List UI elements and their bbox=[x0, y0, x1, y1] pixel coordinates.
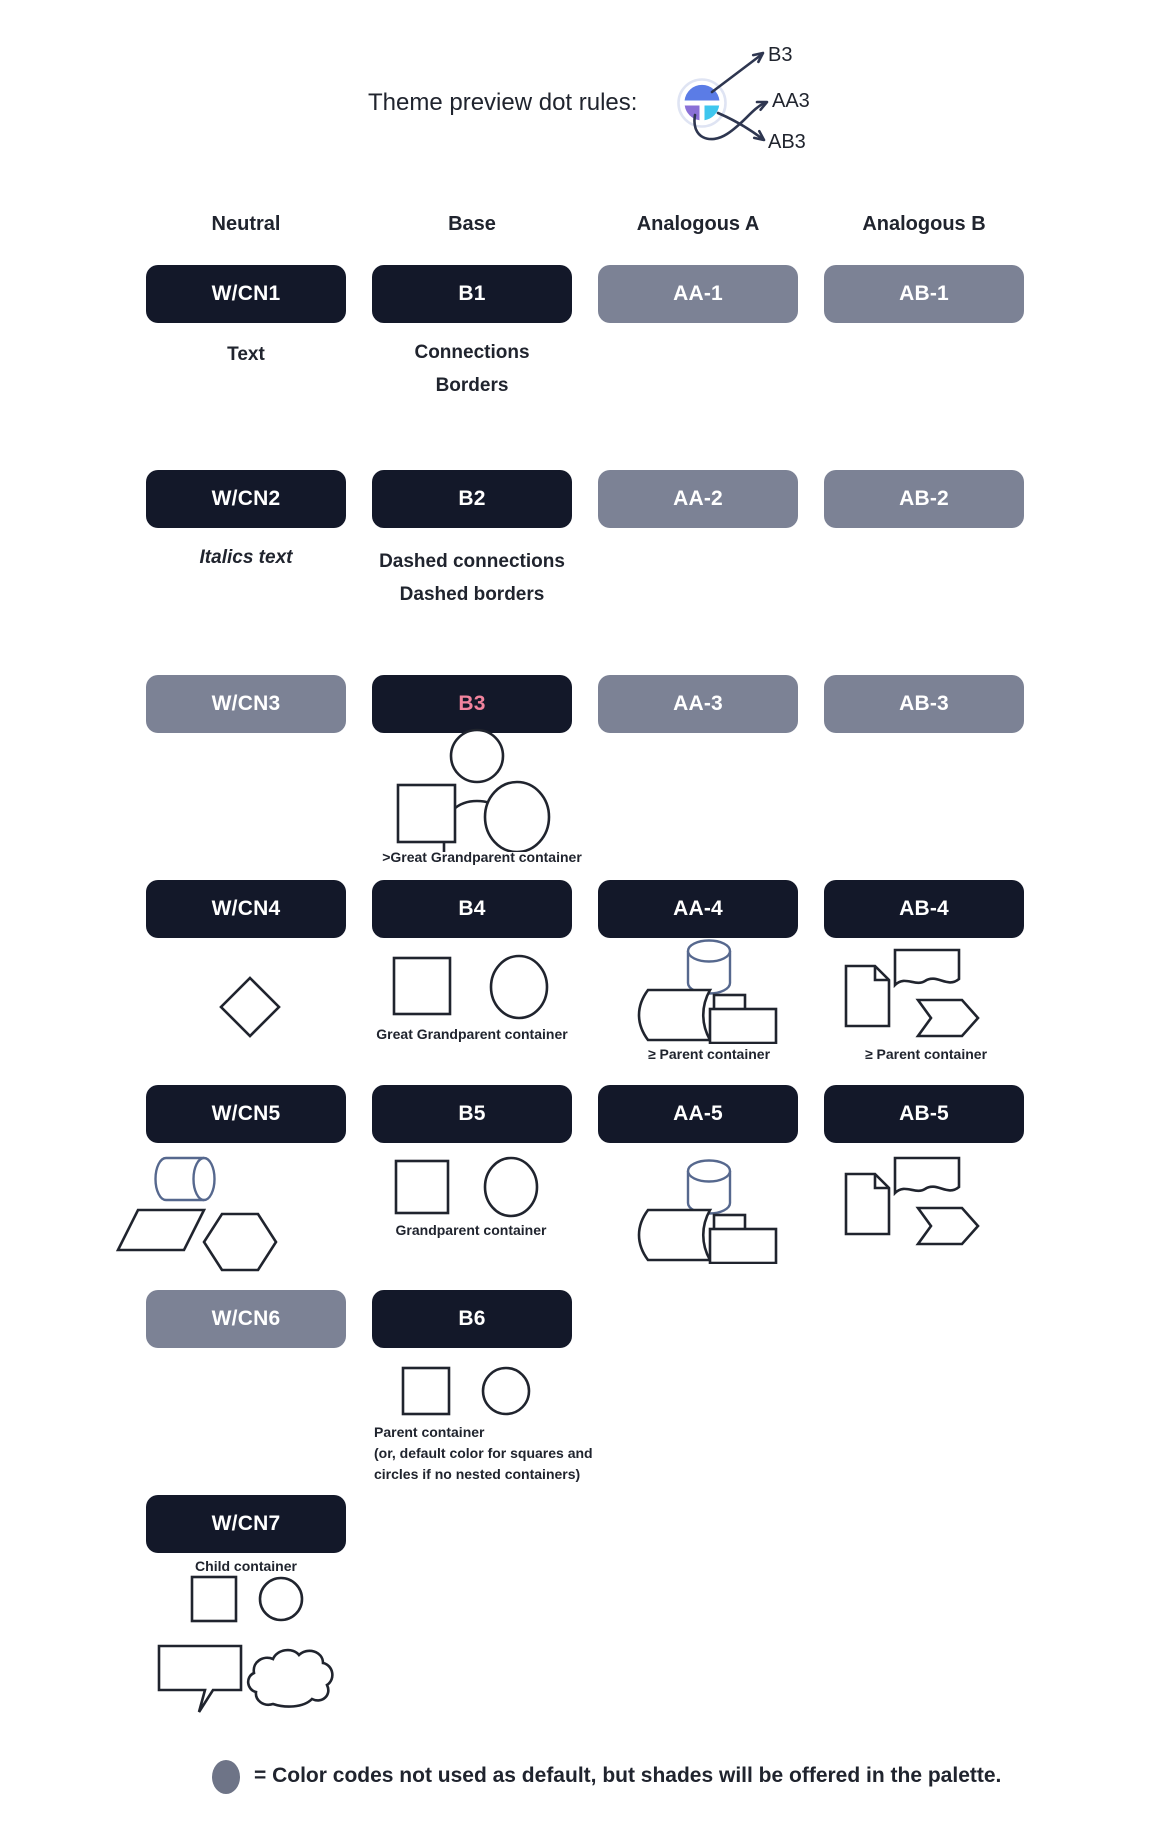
square-icon bbox=[403, 1368, 449, 1414]
swatch-wcn7 bbox=[146, 1495, 346, 1553]
swatch-label: W/CN1 bbox=[211, 282, 281, 305]
swatch-label: B5 bbox=[458, 1102, 486, 1125]
b4-illustration bbox=[388, 952, 560, 1022]
stored-data-icon bbox=[639, 1210, 710, 1260]
swatch-aa4 bbox=[598, 880, 798, 938]
swatch-wcn5 bbox=[146, 1085, 346, 1143]
square-icon bbox=[396, 1161, 448, 1213]
swatch-label: W/CN3 bbox=[211, 692, 281, 715]
note-b1-line1: Connections bbox=[414, 342, 530, 363]
swatch-label: AB-2 bbox=[899, 487, 949, 510]
caption-b5: Grandparent container bbox=[395, 1222, 547, 1238]
swatch-wcn2 bbox=[146, 470, 346, 528]
cylinder-top-icon bbox=[688, 1161, 730, 1182]
dot-label-aa3: AA3 bbox=[772, 90, 810, 112]
speech-bubble-icon bbox=[159, 1646, 241, 1712]
wcn7-illustration-bottom bbox=[155, 1640, 350, 1718]
swatch-wcn6 bbox=[146, 1290, 346, 1348]
chevron-icon bbox=[918, 1000, 978, 1036]
note-wcn1: Text bbox=[227, 344, 265, 365]
column-header-analogous-a: Analogous A bbox=[636, 213, 760, 235]
dot-label-b3: B3 bbox=[768, 44, 793, 66]
stored-data-icon bbox=[639, 990, 710, 1040]
legend-dot-icon bbox=[210, 1758, 244, 1798]
swatch-label: W/CN7 bbox=[211, 1512, 281, 1535]
swatch-label: W/CN5 bbox=[211, 1102, 281, 1125]
swatch-aa2 bbox=[598, 470, 798, 528]
swatch-label: AA-4 bbox=[673, 897, 723, 920]
column-header-neutral: Neutral bbox=[211, 213, 281, 235]
swatch-label: W/CN4 bbox=[211, 897, 281, 920]
circle-icon bbox=[485, 1158, 537, 1216]
wcn5-illustration bbox=[100, 1150, 300, 1272]
swatch-aa3 bbox=[598, 675, 798, 733]
aa5-illustration bbox=[610, 1158, 790, 1264]
swatch-label: AB-1 bbox=[899, 282, 949, 305]
caption-ab4: ≥ Parent container bbox=[864, 1046, 988, 1062]
swatch-wcn1 bbox=[146, 265, 346, 323]
caption-wcn7: Child container bbox=[195, 1558, 297, 1574]
swatch-label: W/CN2 bbox=[211, 487, 281, 510]
folder-icon bbox=[710, 1009, 776, 1043]
b6-illustration bbox=[395, 1360, 555, 1422]
swatch-label: AB-4 bbox=[899, 897, 949, 920]
square-icon bbox=[394, 958, 450, 1014]
swatch-aa1 bbox=[598, 265, 798, 323]
legend-text: = Color codes not used as default, but shades will be offered in the palette. bbox=[254, 1764, 1002, 1787]
hexagon-icon bbox=[204, 1214, 276, 1270]
b5-illustration bbox=[390, 1155, 560, 1219]
caption-b6-line3: circles if no nested containers) bbox=[374, 1466, 581, 1482]
wcn7-illustration-top bbox=[160, 1574, 340, 1624]
wavy-card-icon bbox=[895, 950, 959, 985]
note-b1-line2: Borders bbox=[435, 375, 509, 396]
ab5-illustration bbox=[836, 1146, 1006, 1252]
column-header-analogous-b: Analogous B bbox=[862, 213, 986, 235]
aa4-illustration bbox=[610, 938, 790, 1044]
square-icon bbox=[398, 785, 455, 842]
square-icon bbox=[192, 1577, 236, 1621]
cloud-icon bbox=[248, 1650, 332, 1706]
horizontal-cylinder-cap-icon bbox=[194, 1158, 215, 1200]
swatch-aa5 bbox=[598, 1085, 798, 1143]
circle-icon bbox=[483, 1368, 529, 1414]
dot-label-ab3: AB3 bbox=[768, 131, 806, 153]
document-icon bbox=[846, 1174, 889, 1234]
caption-aa4: ≥ Parent container bbox=[647, 1046, 771, 1062]
folder-icon bbox=[710, 1229, 776, 1263]
swatch-ab5 bbox=[824, 1085, 1024, 1143]
circle-icon bbox=[260, 1578, 302, 1620]
caption-b6-line1: Parent container bbox=[374, 1424, 485, 1440]
swatch-label: AA-5 bbox=[673, 1102, 723, 1125]
swatch-b5 bbox=[372, 1085, 572, 1143]
caption-b6-line2: (or, default color for squares and bbox=[374, 1445, 593, 1461]
swatch-ab1 bbox=[824, 265, 1024, 323]
note-b2-line2: Dashed borders bbox=[399, 584, 545, 605]
swatch-b3 bbox=[372, 675, 572, 733]
swatch-label: AA-3 bbox=[673, 692, 723, 715]
swatch-b2 bbox=[372, 470, 572, 528]
circle-icon bbox=[485, 782, 549, 852]
chevron-icon bbox=[918, 1208, 978, 1244]
parallelogram-icon bbox=[118, 1210, 204, 1250]
swatch-label: W/CN6 bbox=[211, 1307, 281, 1330]
swatch-ab3 bbox=[824, 675, 1024, 733]
wavy-card-icon bbox=[895, 1158, 959, 1193]
swatch-wcn4 bbox=[146, 880, 346, 938]
swatch-label: AA-1 bbox=[673, 282, 723, 305]
swatch-b4 bbox=[372, 880, 572, 938]
swatch-label: AA-2 bbox=[673, 487, 723, 510]
note-wcn2: Italics text bbox=[199, 547, 293, 568]
cylinder-top-icon bbox=[688, 941, 730, 962]
diamond-icon bbox=[221, 978, 279, 1036]
swatch-label: B1 bbox=[458, 282, 486, 305]
swatch-label: B4 bbox=[458, 897, 486, 920]
swatch-b1 bbox=[372, 265, 572, 323]
person-icon bbox=[451, 730, 503, 782]
b3-illustration bbox=[384, 728, 574, 852]
document-icon bbox=[846, 966, 889, 1026]
arrow-to-b3-icon bbox=[712, 55, 761, 92]
caption-b4: Great Grandparent container bbox=[376, 1026, 568, 1042]
wcn4-illustration bbox=[218, 975, 282, 1039]
swatch-ab2 bbox=[824, 470, 1024, 528]
swatch-ab4 bbox=[824, 880, 1024, 938]
note-b2-line1: Dashed connections bbox=[379, 551, 565, 572]
swatch-label: AB-3 bbox=[899, 692, 949, 715]
swatch-label: B2 bbox=[458, 487, 486, 510]
caption-b3: >Great Grandparent container bbox=[382, 849, 582, 865]
page-title: Theme preview dot rules: bbox=[368, 89, 638, 116]
swatch-wcn3 bbox=[146, 675, 346, 733]
swatch-b6 bbox=[372, 1290, 572, 1348]
circle-icon bbox=[491, 956, 547, 1018]
swatch-label: AB-5 bbox=[899, 1102, 949, 1125]
swatch-label: B3 bbox=[458, 692, 486, 715]
ab4-illustration bbox=[836, 938, 1006, 1044]
column-header-base: Base bbox=[448, 213, 496, 235]
swatch-label: B6 bbox=[458, 1307, 486, 1330]
